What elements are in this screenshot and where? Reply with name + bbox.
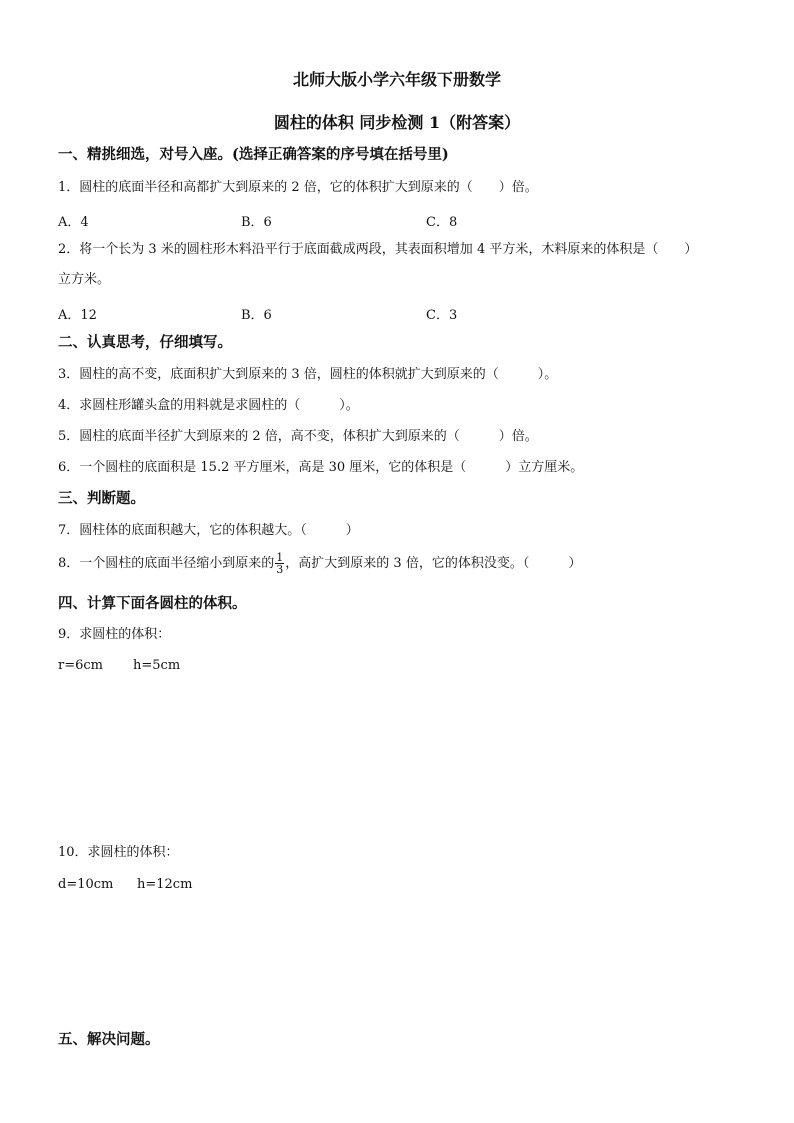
q10-diameter: d=10cm [58,877,114,892]
q1-option-a: A．4 [58,215,89,230]
fraction-one-third [275,552,284,575]
question-2-line-2: 立方米。 [58,272,111,287]
question-5: 5．圆柱的底面半径扩大到原来的 2 倍，高不变，体积扩大到原来的（ ）倍。 [58,429,538,444]
section-3-heading: 三、判断题。 [58,490,145,507]
section-1-heading: 一、精挑细选，对号入座。(选择正确答案的序号填在括号里) [58,146,449,163]
question-9-title: 9．求圆柱的体积： [58,627,171,642]
q2-option-c: C．3 [426,308,458,323]
q2-option-b: B．6 [241,308,272,323]
document-title: 北师大版小学六年级下册数学 [292,70,501,89]
q9-height: h=5cm [133,658,181,673]
document-subtitle: 圆柱的体积 同步检测 1（附答案） [273,113,521,132]
fraction-numerator: 1 [276,551,284,564]
section-4-heading: 四、计算下面各圆柱的体积。 [58,595,247,612]
section-5-heading: 五、解决问题。 [58,1031,160,1048]
question-4: 4．求圆柱形罐头盒的用料就是求圆柱的（ ）。 [58,398,359,413]
q8-text-after: ，高扩大到原来的 3 倍，它的体积没变。（ ） [285,556,582,571]
q8-text-before: 8．一个圆柱的底面半径缩小到原来的 [58,556,275,571]
question-3: 3．圆柱的高不变，底面积扩大到原来的 3 倍，圆柱的体积就扩大到原来的（ ）。 [58,367,558,382]
q1-option-c: C．8 [426,215,458,230]
question-1: 1．圆柱的底面半径和高都扩大到原来的 2 倍，它的体积扩大到原来的（ ）倍。 [58,180,538,195]
q1-option-b: B．6 [241,215,272,230]
question-10-title: 10．求圆柱的体积： [58,845,179,860]
section-2-heading: 二、认真思考，仔细填写。 [58,334,232,351]
q10-height: h=12cm [137,877,193,892]
fraction-denominator: 3 [276,563,284,576]
q2-option-a: A．12 [58,308,97,323]
question-8 [58,552,581,576]
question-7: 7．圆柱体的底面积越大，它的体积越大。（ ） [58,523,359,538]
q9-radius: r=6cm [58,658,103,673]
question-6: 6．一个圆柱的底面积是 15.2 平方厘米，高是 30 厘米，它的体积是（ ）立方厘米。 [58,460,584,475]
question-2-line-1: 2．将一个长为 3 米的圆柱形木料沿平行于底面截成两段，其表面积增加 4 平方米，木料原来的体积是（ ） [58,242,698,257]
